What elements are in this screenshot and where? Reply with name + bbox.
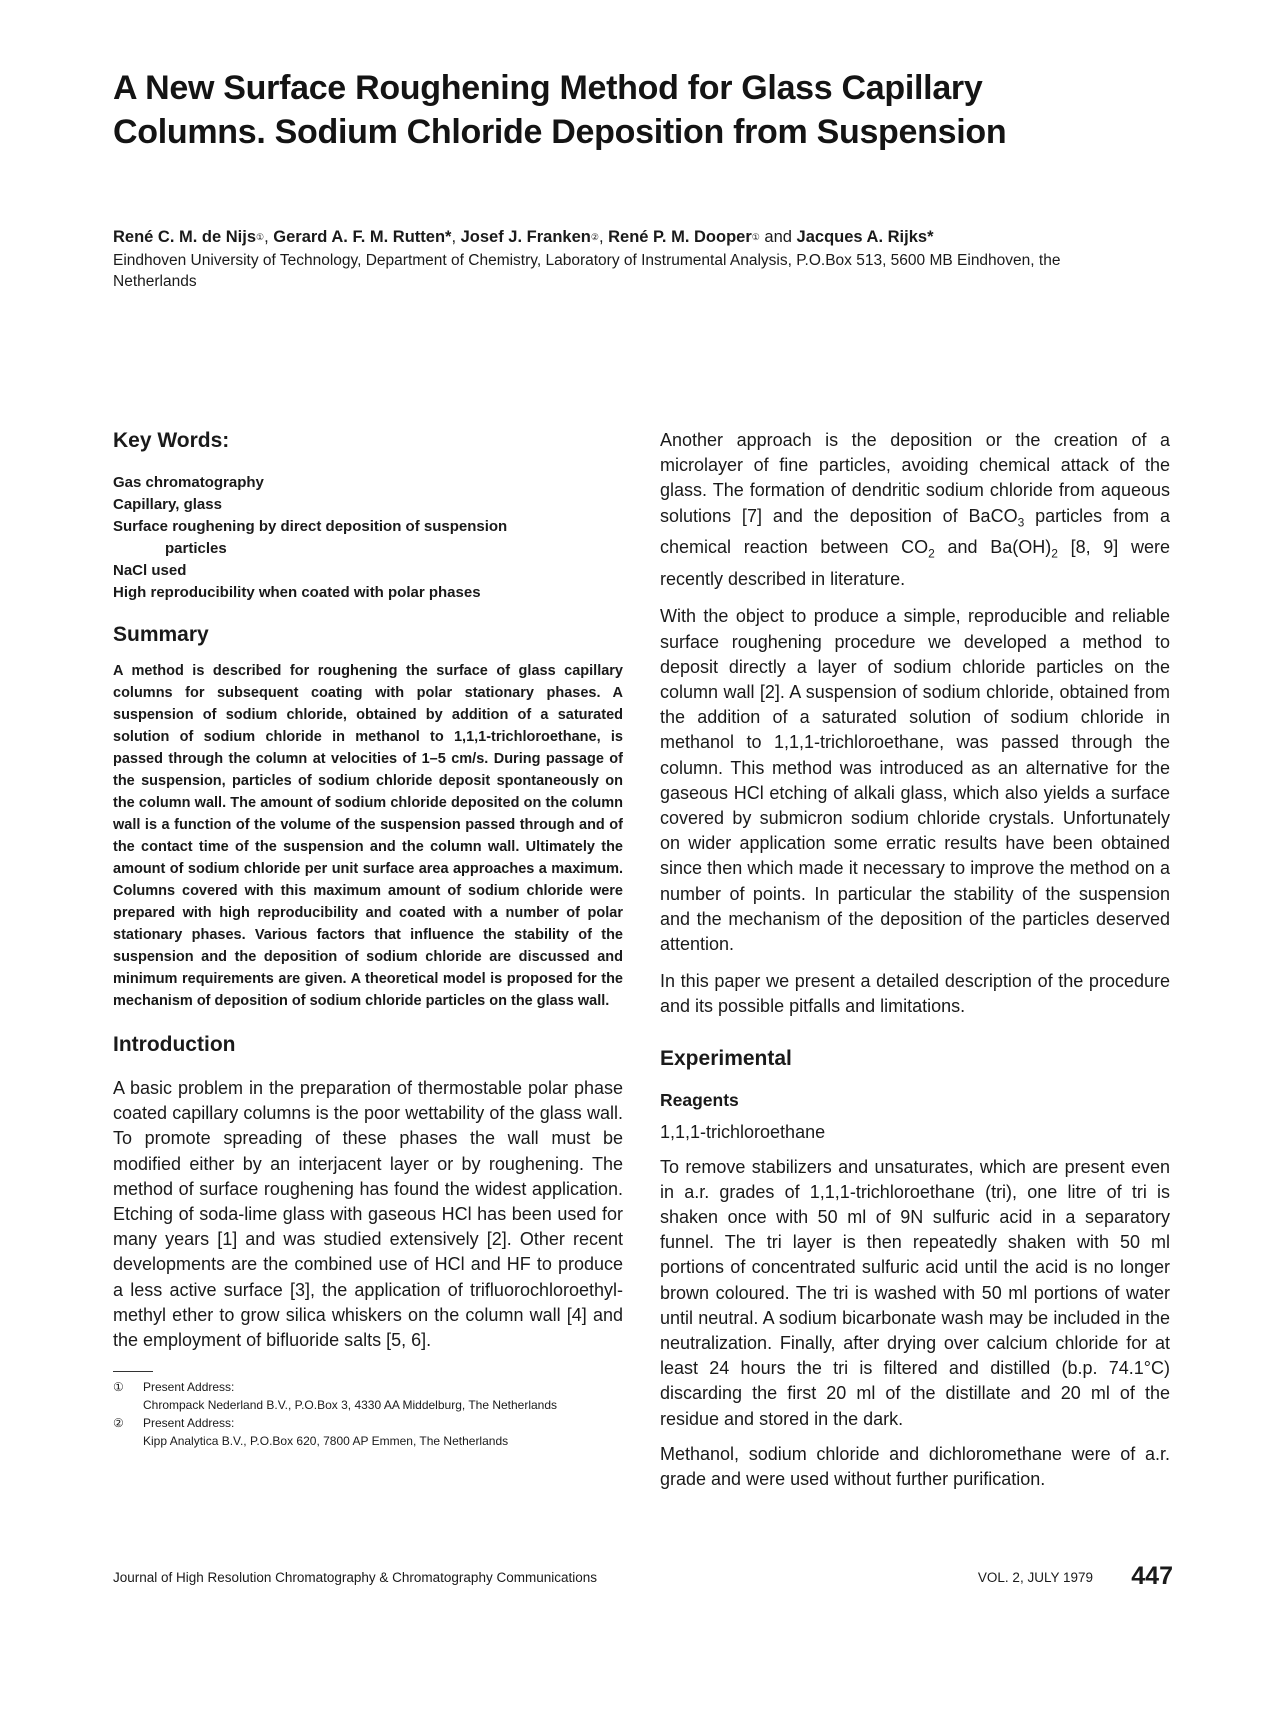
page-footer	[113, 1562, 1173, 1592]
introduction-heading: Introduction	[113, 1033, 236, 1056]
page-number: 447	[1131, 1562, 1173, 1590]
key-word: Gas chromatography	[113, 474, 264, 491]
subscript: 2	[928, 547, 935, 561]
paragraph: Methanol, sodium chloride and dichloromethane were of a.r. grade and were used without further purification.	[660, 1443, 1170, 1490]
right-column	[660, 428, 1170, 1492]
author-separator: ,	[598, 228, 609, 246]
key-word: particles	[165, 540, 227, 557]
footnote-text: Chrompack Nederland B.V., P.O.Box 3, 4330 AA Middelburg, The Netherlands	[143, 1398, 558, 1413]
paragraph: With the object to produce a simple, reproducible and reliable surface roughening procedure we developed a method to deposit directly a layer of sodium chloride particles on the column wall [2]. A suspension of sodium chloride, obtained from the addition of a saturated solution of sodium chloride in methanol to 1,1,1-trichloroethane, was passed through the column. This method was introduced as an alternative for the gaseous HCl etching of alkali glass, which also yields a surface covered by submicron sodium chloride crystals. Unfortunately on wider application some erratic results have been obtained since then which made it necessary to improve the method on a number of points. In particular the stability of the suspension and the mechanism of the deposition of the particles deserved attention.	[660, 606, 1170, 955]
summary-text: A method is described for roughening the surface of glass capillary columns for subsequent coating with polar stationary phases. A suspension of sodium chloride, obtained by addition of a saturated solution of sodium chloride in methanol to 1,1,1-trichloroethane, is passed through the column at velocities of 1–5 cm/s. During passage of the suspension, particles of sodium chloride deposit spontaneously on the column wall. The amount of sodium chloride deposited on the column wall is a function of the volume of the suspension passed through and of the contact time of the suspension and the column wall. Ultimately the amount of sodium chloride per unit surface area approaches a maximum. Columns covered with this maximum amount of sodium chloride were prepared with high reproducibility and coated with a number of polar stationary phases. Various factors that influence the stability of the suspension and the deposition of sodium chloride are discussed and minimum requirements are given. A theoretical model is proposed for the mechanism of deposition of sodium chloride particles on the glass wall.	[113, 663, 623, 1009]
paragraph-text: and Ba(OH)	[934, 537, 1052, 558]
key-word: Capillary, glass	[113, 496, 222, 513]
reagents-heading: Reagents	[660, 1089, 739, 1110]
author-name: Gerard A. F. M. Rutten	[273, 228, 446, 246]
key-words-heading: Key Words:	[113, 429, 230, 452]
subscript: 3	[1017, 515, 1025, 530]
paragraph: To remove stabilizers and unsaturates, which are present even in a.r. grades of 1,1,1-trichloroethane (tri), one litre of tri is shaken once with 50 ml of 9N sulfuric acid in a separatory funnel. The tri layer is then repeatedly shaken with 50 ml portions of concentrated sulfuric acid until the acid is no longer brown coloured. The tri is washed with 50 ml portions of water until neutral. A sodium bicarbonate wash may be included in the neutralization. Finally, after drying over calcium chloride for at least 24 hours the tri is filtered and distilled (b.p. 74.1°C) discarding the first 20 ml of the distillate and 20 ml of the residue and stored in the dark.	[660, 1156, 1170, 1429]
paragraph-text: [8, 9] were recently described in literature.	[660, 537, 1170, 590]
experimental-heading: Experimental	[660, 1046, 792, 1070]
key-word: Surface roughening by direct deposition of suspension	[113, 518, 508, 535]
reagent-name: 1,1,1-trichloroethane	[660, 1121, 826, 1142]
footnote	[113, 1414, 623, 1450]
key-words-list	[113, 472, 623, 604]
footnote-divider	[113, 1371, 153, 1372]
footnote-mark: ②	[113, 1416, 124, 1431]
volume-info: VOL. 2, JULY 1979	[977, 1570, 1093, 1585]
author-name: René C. M. de Nijs	[113, 228, 257, 246]
author-separator: ,	[451, 228, 461, 246]
article-title: A New Surface Roughening Method for Glass Capillary Columns. Sodium Chloride Deposition from Suspension	[113, 69, 1007, 151]
footnote-text: Kipp Analytica B.V., P.O.Box 620, 7800 AP Emmen, The Netherlands	[143, 1434, 509, 1449]
paragraph-text: particles from a chemical reaction between CO	[660, 505, 1170, 558]
author-mark: ②	[590, 232, 599, 242]
author-name: René P. M. Dooper	[608, 228, 752, 246]
subscript: 2	[1051, 547, 1058, 561]
footnote-label: Present Address:	[143, 1380, 235, 1395]
left-column	[113, 428, 623, 1450]
introduction-text: A basic problem in the preparation of thermostable polar phase coated capillary columns is the poor wettability of the glass wall. To promote spreading of these phases the wall must be modified either by an interjacent layer or by roughening. The method of surface roughening has found the widest application. Etching of soda-lime glass with gaseous HCl has been used for many years [1] and was studied extensively [2]. Other recent developments are the combined use of HCl and HF to produce a less active surface [3], the application of trifluorochloroethyl-methyl ether to grow silica whiskers on the column wall [4] and the employment of bifluoride salts [5, 6].	[113, 1078, 623, 1351]
author-name: Josef J. Franken	[460, 228, 591, 246]
paragraph-text: Another approach is the deposition or the creation of a microlayer of fine particles, avoiding chemical attack of the glass. The formation of dendritic sodium chloride from aqueous solutions [7] and the deposition of BaCO	[660, 430, 1170, 526]
author-separator: and	[759, 228, 797, 246]
author-mark: ①	[751, 232, 760, 242]
paragraph	[660, 428, 1170, 592]
footnote-mark: ①	[113, 1380, 124, 1395]
author-mark: ①	[256, 232, 265, 242]
author-name: Jacques A. Rijks	[796, 228, 928, 246]
paragraph: In this paper we present a detailed description of the procedure and its possible pitfalls and limitations.	[660, 971, 1170, 1017]
footnote	[113, 1378, 623, 1414]
affiliation: Eindhoven University of Technology, Department of Chemistry, Laboratory of Instrumental Analysis, P.O.Box 513, 5600 MB Eindhoven, the Netherlands	[113, 252, 1061, 290]
summary-heading: Summary	[113, 623, 209, 646]
author-separator: ,	[264, 228, 274, 246]
journal-name: Journal of High Resolution Chromatography & Chromatography Communications	[113, 1570, 597, 1585]
key-word: NaCl used	[113, 562, 187, 579]
author-mark: *	[445, 228, 452, 246]
footnote-label: Present Address:	[143, 1416, 235, 1431]
key-word: High reproducibility when coated with polar phases	[113, 584, 481, 601]
author-line	[113, 226, 1113, 248]
author-mark: *	[927, 228, 934, 246]
